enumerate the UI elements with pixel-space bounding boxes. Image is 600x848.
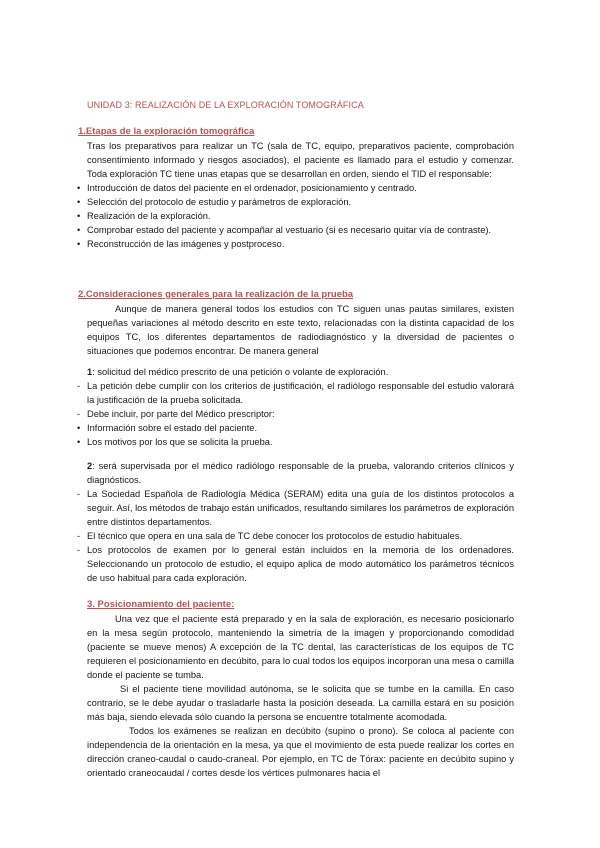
bullet-marker: • [77, 211, 81, 221]
paragraph: Una vez que el paciente está preparado y en la sala de exploración, es necesario posicionarlo en la mesa según protocolo, manteniendo la simetría de la imagen y proporcionando comodidad (paciente se mueve menos) A excepción de la TC dental, las características de los equipos de TC requieren el posicionamiento en decúbito, para lo cual todos los equipos incorporan una mesa o camilla donde el paciente se tumba. [87, 614, 514, 680]
list-item: - Debe incluir, por parte del Médico prescriptor: [77, 409, 275, 419]
section-intro: Tras los preparativos para realizar un TC (sala de TC, equipo, preparativos paciente, comprobación consentimiento informado y riesgos asociados), el paciente es llamado para el estudio y comenzar. Toda exploración TC tiene unas etapas que se desarrollan en orden, siendo el TID el responsable: [87, 141, 514, 179]
section-considerations [0, 288, 600, 585]
list-item: - La petición debe cumplir con los criterios de justificación, el radiólogo responsable del estudio valorará la justificación de la prueba solicitada. [77, 381, 514, 405]
list-item: - La Sociedad Española de Radiología Médica (SERAM) edita una guía de los distintos protocolos a seguir. Así, los métodos de trabajo están unificados, resultando similares los parámetros de exploración entre distintos departamentos. [77, 489, 514, 527]
bullet-marker: • [77, 197, 81, 207]
bullet-marker: - [77, 489, 81, 499]
bullet-marker: • [77, 225, 81, 235]
bullet-marker: • [77, 423, 81, 433]
point-1-list [77, 379, 514, 449]
paragraph: Todos los exámenes se realizan en decúbito (supino o prono). Se coloca al paciente con independencia de la orientación en la mesa, ya que el movimiento de esta puede realizar los cortes en dirección craneo-caudal o caudo-craneal. Por ejemplo, en TC de Tórax: paciente en decúbito supino y orientado craneocaudal / cortes desde los vértices pulmonares hacia el [87, 726, 514, 778]
bullet-marker: • [77, 183, 81, 193]
point-number: 2 [87, 461, 93, 471]
point-text: : será supervisada por el médico radiólogo responsable de la prueba, valorando criterios clínicos y diagnósticos. [87, 461, 514, 485]
point-number: 1 [87, 367, 93, 377]
point-2-list [77, 487, 514, 585]
paragraph: Si el paciente tiene movilidad autónoma, se le solicita que se tumbe en la camilla. En caso contrario, se le debe ayudar o trasladarle hasta la posición deseada. La camilla estará en su posición más baja, siendo elevada sólo cuando la persona se encuentre totalmente acomodada. [87, 684, 514, 722]
section-stages [0, 125, 600, 251]
unit-title: UNIDAD 3: REALIZACIÓN DE LA EXPLORACIÓN TOMOGRÁFICA [87, 100, 364, 110]
point-text: : solicitud del médico prescrito de una petición o volante de exploración. [92, 367, 389, 377]
list-item: • Información sobre el estado del paciente. [77, 423, 258, 433]
bullet-marker: - [77, 545, 81, 555]
list-item: • Introducción de datos del paciente en el ordenador, posicionamiento y centrado. [77, 183, 417, 193]
list-item: • Los motivos por los que se solicita la prueba. [77, 437, 273, 447]
section-heading: 3. Posicionamiento del paciente: [87, 599, 235, 610]
list-item: • Comprobar estado del paciente y acompañar al vestuario (si es necesario quitar vía de contraste). [77, 225, 492, 235]
bullet-marker: - [77, 409, 81, 419]
bullet-marker: • [77, 437, 81, 447]
point-1 [87, 365, 514, 379]
list-item: • Reconstrucción de las imágenes y postproceso. [77, 239, 285, 249]
section-heading: 1.Etapas de la exploración tomográfica [78, 126, 255, 137]
bullet-marker: • [77, 239, 81, 249]
bullet-marker: - [77, 531, 81, 541]
bullet-marker: - [77, 381, 81, 391]
stages-list [77, 181, 514, 251]
list-item: - Los protocolos de examen por lo general están incluidos en la memoria de los ordenadores. Seleccionando un protocolo de estudio, el equipo aplica de modo automático los parámetros técnicos de uso habitual para cada exploración. [77, 545, 514, 583]
section-heading: 2.Consideraciones generales para la realización de la prueba [78, 289, 354, 300]
section-positioning [0, 598, 600, 780]
list-item: • Selección del protocolo de estudio y parámetros de exploración. [77, 197, 352, 207]
section-intro: Aunque de manera general todos los estudios con TC siguen unas pautas similares, existen pequeñas variaciones al método descrito en este texto, relacionadas con la distinta capacidad de los equipos TC, los diferentes departamentos de radiodiagnóstico y la diversidad de pacientes o situaciones que podemos encontrar. De manera general [87, 304, 514, 356]
list-item: • Realización de la exploración. [77, 211, 211, 221]
list-item: - El técnico que opera en una sala de TC debe conocer los protocolos de estudio habituales. [77, 531, 463, 541]
point-2 [87, 459, 514, 487]
